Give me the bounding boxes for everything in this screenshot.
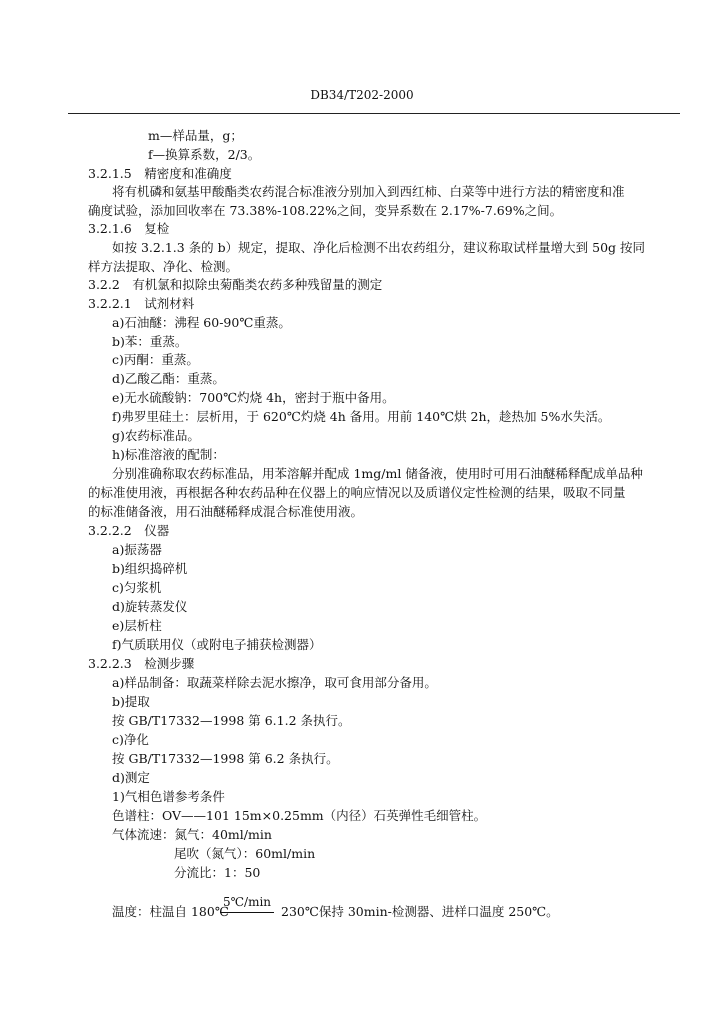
temperature-prefix: 温度：柱温自 180℃ <box>112 904 229 919</box>
text-line: 如按 3.2.1.3 条的 b）规定，提取、净化后检测不出农药组分，建议称取试样量增大到 50g 按同 <box>112 240 646 255</box>
text-line: 色谱柱：OV——101 15m×0.25mm（内径）石英弹性毛细管柱。 <box>112 808 487 823</box>
text-line: 尾吹（氮气）：60ml/min <box>174 846 316 861</box>
text-line: f—换算系数，2/3。 <box>148 147 261 162</box>
section-heading: 3.2.2.1 试剂材料 <box>88 296 195 311</box>
list-item: a)石油醚：沸程 60-90℃重蒸。 <box>112 315 291 330</box>
list-item: a)振荡器 <box>112 542 162 557</box>
section-heading: 3.2.2 有机氯和拟除虫菊酯类农药多种残留量的测定 <box>88 277 383 292</box>
text-line: 按 GB/T17332—1998 第 6.1.2 条执行。 <box>112 713 351 728</box>
heating-rate-label <box>220 895 274 913</box>
text-line: 的标准储备液，用石油醚稀释成混合标准使用液。 <box>88 504 364 519</box>
list-item: f)弗罗里硅土：层析用，于 620℃灼烧 4h 备用。用前 140℃烘 2h，趁热加 5%水失活。 <box>112 409 611 424</box>
list-item: e)层析柱 <box>112 618 162 633</box>
section-heading: 3.2.1.6 复检 <box>88 221 170 236</box>
header-rule <box>68 113 680 114</box>
text-line: 确度试验，添加回收率在 73.38%-108.22%之间，变异系数在 2.17%-7.69%之间。 <box>88 203 563 218</box>
text-line: 分流比：1：50 <box>174 865 261 880</box>
list-item: b)苯：重蒸。 <box>112 334 188 349</box>
list-item: c)净化 <box>112 732 149 747</box>
list-item: 1)气相色谱参考条件 <box>112 789 225 804</box>
heating-rate-arrow <box>220 912 274 913</box>
text-line: 按 GB/T17332—1998 第 6.2 条执行。 <box>112 751 339 766</box>
text-line: 将有机磷和氨基甲酸酯类农药混合标准液分别加入到西红柿、白菜等中进行方法的精密度和准 <box>112 184 625 199</box>
list-item: b)组织捣碎机 <box>112 561 188 576</box>
text-line: 气体流速：氮气：40ml/min <box>112 827 272 842</box>
list-item: d)测定 <box>112 770 150 785</box>
list-item: c)匀浆机 <box>112 580 162 595</box>
text-line: 的标准使用液，再根据各种农药品种在仪器上的响应情况以及质谱仪定性检测的结果，吸取不同量 <box>88 485 626 500</box>
section-heading: 3.2.2.2 仪器 <box>88 523 170 538</box>
text-line: 分别准确称取农药标准品，用苯溶解并配成 1mg/ml 储备液，使用时可用石油醚稀释配成单品种 <box>112 466 643 481</box>
list-item: g)农药标准品。 <box>112 428 200 443</box>
list-item: d)乙酸乙酯：重蒸。 <box>112 371 225 386</box>
text-line: 样方法提取、净化、检测。 <box>88 259 239 274</box>
temperature-suffix: 230℃保持 30min-检测器、进样口温度 250℃。 <box>281 904 559 919</box>
list-item: a)样品制备：取蔬菜样除去泥水擦净，取可食用部分备用。 <box>112 675 437 690</box>
section-heading: 3.2.2.3 检测步骤 <box>88 656 195 671</box>
heating-rate-value: 5℃/min <box>222 895 272 909</box>
list-item: e)无水硫酸钠：700℃灼烧 4h，密封于瓶中备用。 <box>112 390 395 405</box>
list-item: f)气质联用仪（或附电子捕获检测器） <box>112 637 322 652</box>
list-item: d)旋转蒸发仪 <box>112 599 188 614</box>
list-item: b)提取 <box>112 694 150 709</box>
list-item: c)丙酮：重蒸。 <box>112 352 199 367</box>
text-line: m—样品量，g； <box>148 128 243 143</box>
section-heading: 3.2.1.5 精密度和准确度 <box>88 166 232 181</box>
list-item: h)标准溶液的配制： <box>112 447 225 462</box>
standard-code-header: DB34/T202-2000 <box>310 88 414 102</box>
